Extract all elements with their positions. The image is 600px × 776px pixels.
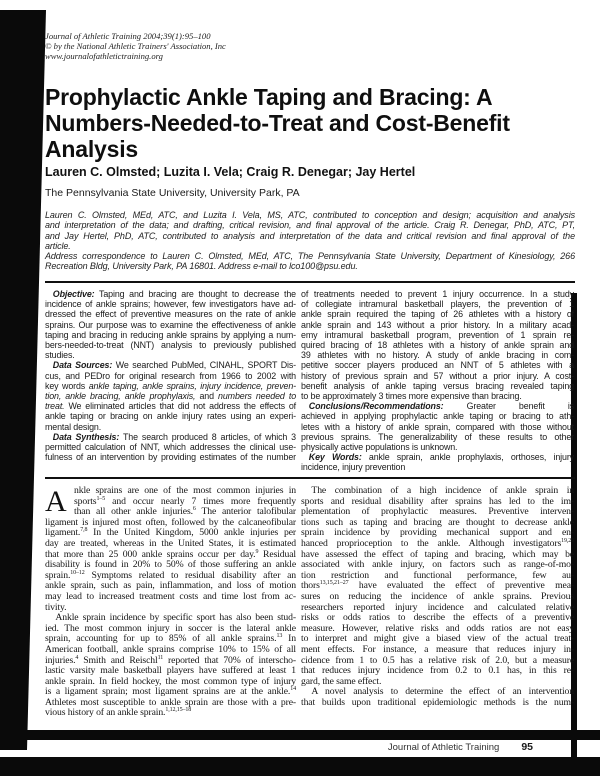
text-line: day are treated, whereas in the United States, it is estimated [45, 537, 296, 549]
text-line: researchers reported injury incidence and calculated relative [301, 601, 574, 613]
text-line: mental design. [45, 421, 102, 432]
text-line: Lauren C. Olmsted, MEd, ATC, and Luzita I. Vela, MS, ATC, contributed to conception and design; acquisition and analysis [45, 210, 575, 220]
text-line: 39 athletes with no history. A study of ankle bracing in com- [301, 350, 574, 361]
article-title [45, 84, 585, 162]
text-line: American football, ankle sprains comprise 10% to 15% of all [45, 643, 296, 655]
text-line: Recreation Bldg, University Park, PA 16801. Address e-mail to lco100@psu.edu. [45, 261, 358, 272]
text-line: history of previous sprain and 57 without a prior injury. A cost- [301, 370, 574, 381]
text-line: measure. However, relative risks and odds ratios are not easy [301, 622, 574, 634]
text-line: Athletes most susceptible to ankle sprain are those with a pre- [45, 696, 296, 708]
text-line: that reduces injury incidence from 0.2 to 0.1 has, in this re- [301, 665, 574, 677]
footer-journal-name: Journal of Athletic Training [387, 742, 500, 753]
text-line: sprain incidence by providing mechanical support and en- [301, 527, 574, 539]
text-line: have assessed the effect of taping and bracing, which may be [301, 548, 574, 560]
text-line: tivity. [45, 601, 67, 613]
text-line: of treatments needed to prevent 1 injury occurrence. In a study [301, 289, 574, 299]
text-line: plementation of prophylactic measures. Preventive interven- [301, 506, 574, 518]
text-line: than all other ankle injuries.$^6$ The anterior talofibular [74, 505, 297, 518]
text-line: physically active populations is unknown. [301, 442, 458, 453]
text-line: ankle taping or bracing on ankle injury rates using an experi- [45, 411, 296, 422]
text-line: petitive soccer players produced an NNT of 5 athletes with a [301, 360, 574, 371]
text-line: is a ligament sprain; most ligament sprains are at the ankle.$^{14}$ [45, 686, 296, 698]
text-line: dressed the effect of preventive measures on the rate of ankle [45, 309, 296, 320]
text-line: hanced proprioception to the ankle. Although investigators$^{19,20}$ [301, 537, 574, 549]
body-right-column [301, 486, 574, 708]
author-contributions [45, 210, 575, 272]
text-line: Address correspondence to Lauren C. Olmsted, MEd, ATC, The Pennsylvania State University, Department of Kinesiology, 266 [45, 251, 575, 262]
text-line: fulness of an intervention by providing estimates of the number [45, 452, 296, 463]
drop-cap: A [45, 485, 67, 518]
text-line: incidence, injury prevention [301, 462, 406, 473]
text-line: A novel analysis to determine the effect of an intervention [311, 686, 574, 698]
text-line: cus, and PEDro for original research from 1966 to 2002 with [45, 370, 296, 381]
text-line: www.journalofathletictraining.org [45, 51, 163, 61]
text-line: ankle sprain, such as pain, inflammation, and loss of motion [45, 580, 296, 592]
abstract-left-column [45, 289, 296, 462]
authors-line: Lauren C. Olmsted; Luzita I. Vela; Craig R. Denegar; Jay Hertel [45, 165, 416, 179]
journal-header [45, 31, 575, 61]
text-line: ligament is injured most often, followed by the calcaneofibular [45, 516, 296, 528]
text-line: that builds upon traditional epidemiologic methods is the num- [301, 696, 574, 708]
text-line: taping and bracing in reducing ankle sprains by applying a num- [45, 329, 296, 340]
text-line: permitted calculation of NNT, which addresses the clinical use- [45, 442, 296, 453]
text-line: ankle sprain required the taping of 26 athletes with a history of [301, 309, 574, 320]
text-line: ankle sprain. In field hockey, the most common type of injury [45, 675, 296, 687]
text-line: ment effects. For instance, a measure that reduces injury in- [301, 643, 574, 655]
text-line: ankle sprain and 143 without a prior history. In a military acad- [301, 319, 574, 330]
text-line: sports and residual disability after sprains has led to the im- [301, 495, 574, 507]
text-line: incidence of ankle sprains; however, few investigators have ad- [45, 299, 296, 310]
text-line: Ankle sprain incidence by specific sport has also been stud- [55, 612, 296, 624]
text-line: associated with ankle injury, on factors such as range-of-mo- [301, 559, 574, 571]
abstract-rule-bottom [45, 477, 575, 479]
text-line: studies. [45, 350, 75, 361]
text-line: to interpret and might give a biased view of the actual treat- [301, 633, 574, 645]
text-line: sprain, accounting for up to 85% of all ankle sprains.$^{13}$ In [45, 633, 296, 645]
scan-bottom-edge-band [0, 757, 600, 776]
text-line: Journal of Athletic Training 2004;39(1):95–100 [45, 31, 211, 41]
text-line: risks or odds ratios to describe the effects of a preventive [301, 612, 574, 624]
text-line: Conclusions/Recommendations: Greater benefit is [308, 401, 574, 412]
text-line: article. [45, 240, 71, 251]
page-footer [388, 741, 533, 753]
abstract-rule-top [45, 281, 575, 283]
text-line: Numbers-Needed-to-Treat and Cost-Benefit [45, 110, 510, 136]
text-line: lastic varsity male basketball players have suffered at least 1 [45, 665, 296, 677]
text-line: thors$^{13,15,21-27}$ have evaluated the effect of preventive mea- [301, 580, 574, 592]
text-line: sports$^{1-5}$ and occur nearly 7 times more frequently [74, 495, 296, 507]
text-line: sprain.$^{10-12}$ Symptoms related to residual disability after an [45, 569, 296, 581]
text-line: benefit analysis of ankle taping versus bracing revealed taping [301, 380, 574, 391]
text-line: The combination of a high incidence of ankle sprain in [311, 485, 574, 496]
text-line: Objective: Taping and bracing are thought to decrease the [52, 289, 296, 299]
text-line: disability is found in 20% to 50% of those suffering an ankle [45, 559, 296, 571]
text-line: sures on reducing the incidence of ankle sprains. Previous [301, 590, 574, 602]
text-line: Key Words: ankle sprain, ankle prophylaxis, orthoses, injury [308, 452, 575, 463]
abstract-right-column [301, 289, 574, 473]
text-line: and interpretation of the data; and drafting, critical revision, and final approval of the article. Craig R. Denegar, PhD, ATC, PT, [45, 220, 575, 231]
text-line: gard, the same effect. [301, 675, 382, 687]
text-line: © by the National Athletic Trainers' Association, Inc [45, 41, 226, 51]
text-line: tions such as taping and bracing are thought to decrease ankle [301, 516, 574, 528]
text-line: tion restriction and functional performance, few au- [301, 569, 574, 581]
text-line: tion, ankle bracing, ankle prophylaxis, and numbers needed to [45, 391, 297, 402]
text-line: emy intramural basketball program, prevention of 1 sprain re- [301, 329, 574, 340]
footer-page-number: 95 [521, 741, 533, 753]
text-line: treat. We eliminated articles that did not address the effects of [45, 401, 296, 412]
text-line: may lead to increased treatment costs and time lost from ac- [45, 590, 296, 602]
text-line: and Jay Hertel, PhD, ATC, contributed to analysis and interpretation of the data and critical revision and final approval of the [45, 230, 575, 241]
text-line: sprains. Our purpose was to examine the effectiveness of ankle [45, 319, 296, 330]
text-line: vious history of an ankle sprain.$^{1,12,15-18}$ [45, 707, 192, 719]
text-line: that more than 25 000 ankle sprains occur per day.$^9$ Residual [45, 548, 296, 560]
text-line: achieved in applying prophylactic ankle taping or bracing to ath- [301, 411, 574, 422]
footer-separator-bar [24, 730, 600, 740]
text-line: letes with a history of ankle sprain, compared with those without [301, 421, 574, 432]
affiliation: The Pennsylvania State University, University Park, PA [45, 187, 300, 199]
text-line: ligament.$^{7,8}$ In the United Kingdom, 5000 ankle injuries per [45, 527, 296, 539]
text-line: Prophylactic Ankle Taping and Bracing: A [45, 84, 493, 110]
text-line: ied. The most common injury in soccer is the lateral ankle [45, 622, 296, 634]
text-line: Analysis [45, 136, 139, 162]
body-left-column [45, 486, 296, 719]
text-line: previous sprains. The generalizability of these results to other [301, 431, 574, 442]
text-line: injuries.$^4$ Smith and Reischl$^{11}$ reported that 70% of interscho- [45, 654, 296, 666]
text-line: of collegiate intramural basketball players, the prevention of 1 [301, 299, 574, 310]
text-line: bers-needed-to-treat (NNT) analysis to previously published [45, 340, 296, 351]
text-line: key words ankle taping, ankle sprains, injury incidence, preven- [45, 380, 297, 391]
text-line: cidence from 1 to 0.5 has a relative risk of 2.0, but a measure [301, 654, 574, 666]
text-line: quired bracing of 18 athletes with a history of ankle sprain and [301, 340, 574, 351]
text-line: to be approximately 3 times more expensive than bracing. [301, 391, 522, 402]
text-line: Data Sources: We searched PubMed, CINAHL, SPORT Dis- [52, 360, 296, 371]
scan-edge-left-shadow [0, 0, 46, 752]
text-line: nkle sprains are one of the most common injuries in [74, 485, 296, 496]
text-line: Data Synthesis: The search produced 8 articles, of which 3 [52, 431, 296, 442]
